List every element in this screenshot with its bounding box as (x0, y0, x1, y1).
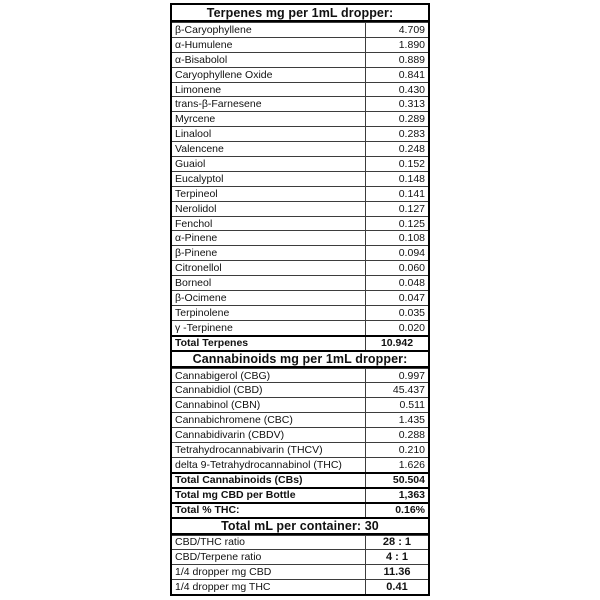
table-row (172, 230, 428, 245)
table-row (172, 201, 428, 216)
row-label: Myrcene (172, 112, 366, 126)
row-label: CBD/Terpene ratio (172, 550, 366, 564)
table-row (172, 549, 428, 564)
row-value: 0.248 (398, 143, 425, 156)
row-value: 0.16% (395, 504, 425, 517)
row-value: 45.437 (392, 384, 425, 397)
section-header-container: Total mL per container: 30 (172, 517, 428, 535)
row-label: Guaiol (172, 157, 366, 171)
row-value: 1.435 (398, 414, 425, 427)
table-section-terpenes (172, 5, 428, 350)
table-row (172, 275, 428, 290)
row-label: Terpineol (172, 187, 366, 201)
lab-results-table (170, 3, 430, 596)
row-label: β-Pinene (172, 246, 366, 260)
row-label: β-Caryophyllene (172, 23, 366, 37)
row-label: Caryophyllene Oxide (172, 68, 366, 82)
row-label: Total Terpenes (172, 337, 366, 350)
table-row (172, 502, 428, 517)
table-section-container (172, 517, 428, 595)
table-row (172, 368, 428, 383)
table-row (172, 156, 428, 171)
row-label: Total % THC: (172, 504, 366, 517)
row-label: Valencene (172, 142, 366, 156)
row-label: Total mg CBD per Bottle (172, 489, 366, 502)
row-value: 0.289 (398, 113, 425, 126)
table-row (172, 290, 428, 305)
table-row (172, 111, 428, 126)
row-label: Cannabidiol (CBD) (172, 383, 366, 397)
row-label: Fenchol (172, 217, 366, 231)
table-row (172, 141, 428, 156)
row-label: CBD/THC ratio (172, 536, 366, 550)
table-row (172, 397, 428, 412)
row-label: Cannabichromene (CBC) (172, 413, 366, 427)
table-row (172, 382, 428, 397)
row-label: Limonene (172, 83, 366, 97)
row-value: 0.889 (398, 53, 425, 66)
row-label: α-Humulene (172, 38, 366, 52)
table-row (172, 171, 428, 186)
row-value: 0.511 (399, 399, 425, 412)
row-value: 11.36 (383, 566, 411, 579)
row-value: 0.313 (398, 98, 425, 111)
row-value: 28 : 1 (382, 536, 412, 549)
table-row (172, 305, 428, 320)
row-value: 0.841 (398, 68, 425, 81)
table-row (172, 52, 428, 67)
table-row (172, 412, 428, 427)
row-value: 0.152 (398, 157, 425, 170)
row-label: Tetrahydrocannabivarin (THCV) (172, 443, 366, 457)
table-row (172, 260, 428, 275)
row-label: 1/4 dropper mg THC (172, 580, 366, 594)
row-value: 10.942 (380, 337, 414, 350)
row-value: 1,363 (398, 489, 425, 502)
row-value: 0.094 (398, 247, 425, 260)
row-label: Total Cannabinoids (CBs) (172, 474, 366, 487)
table-row (172, 427, 428, 442)
row-value: 50.504 (392, 474, 425, 487)
table-row (172, 186, 428, 201)
row-label: 1/4 dropper mg CBD (172, 565, 366, 579)
table-row (172, 457, 428, 472)
row-label: Cannabidivarin (CBDV) (172, 428, 366, 442)
row-label: Nerolidol (172, 202, 366, 216)
row-label: Cannabigerol (CBG) (172, 369, 366, 383)
row-label: Borneol (172, 276, 366, 290)
table-row (172, 245, 428, 260)
table-section-cannabinoids (172, 350, 428, 517)
row-value: 0.148 (398, 172, 425, 185)
section-header-cannabinoids: Cannabinoids mg per 1mL dropper: (172, 350, 428, 368)
table-row (172, 22, 428, 37)
row-value: 0.020 (398, 321, 425, 334)
table-row (172, 320, 428, 335)
table-row (172, 126, 428, 141)
row-value: 1.890 (398, 38, 425, 51)
table-row (172, 487, 428, 502)
section-header-terpenes: Terpenes mg per 1mL dropper: (172, 5, 428, 22)
row-label: delta 9-Tetrahydrocannabinol (THC) (172, 458, 366, 472)
row-value: 4 : 1 (385, 551, 408, 564)
row-label: Terpinolene (172, 306, 366, 320)
row-label: trans-β-Farnesene (172, 97, 366, 111)
row-value: 0.141 (398, 187, 425, 200)
row-value: 0.108 (398, 232, 425, 245)
row-value: 0.430 (398, 83, 425, 96)
table-row (172, 335, 428, 350)
row-value: 1.626 (398, 458, 425, 471)
table-row (172, 472, 428, 487)
table-row (172, 564, 428, 579)
table-row (172, 82, 428, 97)
row-label: β-Ocimene (172, 291, 366, 305)
row-label: Citronellol (172, 261, 366, 275)
table-row (172, 535, 428, 550)
row-value: 0.997 (398, 369, 425, 382)
row-value: 0.060 (398, 262, 425, 275)
row-label: Eucalyptol (172, 172, 366, 186)
row-value: 0.125 (398, 217, 425, 230)
table-row (172, 442, 428, 457)
table-row (172, 216, 428, 231)
row-label: α-Pinene (172, 231, 366, 245)
row-value: 0.048 (398, 277, 425, 290)
row-label: α-Bisabolol (172, 53, 366, 67)
row-value: 0.047 (398, 291, 425, 304)
row-value: 0.127 (398, 202, 425, 215)
table-row (172, 67, 428, 82)
table-row (172, 579, 428, 594)
row-value: 0.210 (398, 443, 425, 456)
row-label: γ -Terpinene (172, 321, 366, 335)
table-row (172, 37, 428, 52)
row-value: 0.035 (398, 306, 425, 319)
table-row (172, 96, 428, 111)
row-label: Linalool (172, 127, 366, 141)
row-value: 0.41 (386, 581, 408, 594)
row-label: Cannabinol (CBN) (172, 398, 366, 412)
row-value: 4.709 (398, 23, 425, 36)
row-value: 0.288 (398, 429, 425, 442)
row-value: 0.283 (398, 128, 425, 141)
